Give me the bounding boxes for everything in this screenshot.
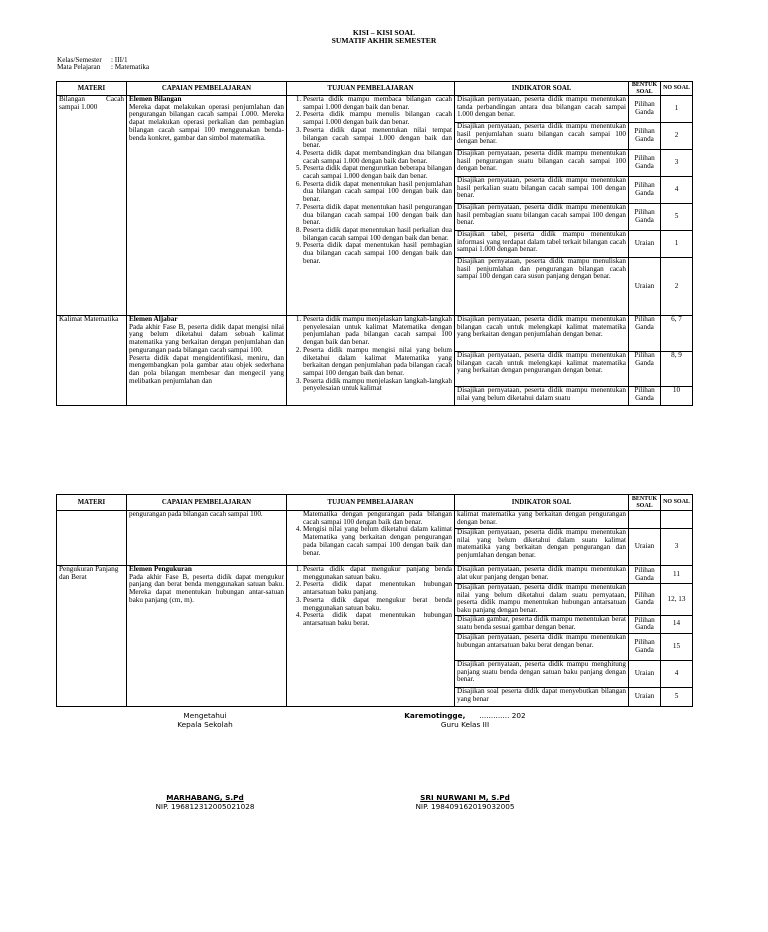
bentuk-cell: Uraian bbox=[629, 231, 661, 258]
no-cell: 14 bbox=[661, 615, 693, 633]
no-cell: 5 bbox=[661, 204, 693, 231]
col-header-materi: MATERI bbox=[57, 495, 127, 511]
materi-cell: Pengukuran Panjang dan Berat bbox=[57, 566, 127, 707]
indikator-cell: Disajikan pernyataan, peserta didik mampu menentukan nilai yang belum diketahui dalam suatu bbox=[455, 387, 629, 406]
indikator-cell: Disajikan gambar, peserta didik mampu menentukan berat suatu benda sesuai gambar dengan benar. bbox=[455, 615, 629, 633]
tp-item: 3. Peserta didik dapat menentukan nilai tempat bilangan cacah sampai 1.000 dengan baik dan benar. bbox=[303, 127, 452, 150]
capaian-cell: Elemen Aljabar Pada akhir Fase B, peserta didik dapat mengisi nilai yang belum diketahui dalam sebuah kalimat matematika yang berkaitan dengan penjumlahan dan pengurangan pada bilangan cacah sampai 100. Peserta didik dapat mengidentifikasi, meniru, dan mengembangkan pola gambar atau objek sederhana dan pola bilangan membesar dan mengecil yang melibatkan penjumlahan dan bbox=[127, 316, 287, 406]
no-cell: 10 bbox=[661, 387, 693, 406]
indikator-cell: Disajikan pernyataan, peserta didik mampu menentukan alat ukur panjang dengan benar. bbox=[455, 566, 629, 584]
bentuk-cell: Uraian bbox=[629, 258, 661, 316]
col-header-capaian: CAPAIAN PEMBELAJARAN bbox=[127, 82, 287, 96]
col-header-tujuan: TUJUAN PEMBELAJARAN bbox=[287, 82, 455, 96]
no-cell: 11 bbox=[661, 566, 693, 584]
bentuk-cell: Pilihan Ganda bbox=[629, 387, 661, 406]
indikator-cell: Disajikan pernyataan, peserta didik mampu menentukan nilai yang belum diketahui dalam suatu kalimat matematika yang berkaitan dengan pengurangan dan penjumlahan dengan benar. bbox=[455, 529, 629, 566]
kisi-table-page-1 bbox=[56, 81, 693, 406]
tujuan-cell bbox=[287, 566, 455, 707]
table-row bbox=[57, 316, 693, 352]
tp-item: 8. Peserta didik dapat menentukan hasil perkalian dua bilangan cacah sampai 100 dengan baik dan benar. bbox=[303, 227, 452, 242]
signature-right-name: SRI NURWANI M, S.Pd NIP. 198409162019032005 bbox=[415, 793, 515, 811]
no-cell: 6, 7 bbox=[661, 316, 693, 352]
tp-item: 9. Peserta didik dapat menentukan hasil pembagian dua bilangan cacah sampai 100 dengan baik dan benar. bbox=[303, 242, 452, 265]
indikator-cell: Disajikan pernyataan, peserta didik mampu menentukan hubungan antarsatuan baku berat dengan benar. bbox=[455, 633, 629, 660]
tp-item: 4. Peserta didik dapat menentukan hubungan antarsatuan baku berat. bbox=[303, 612, 452, 627]
tp-item: 7. Peserta didik dapat menentukan hasil pengurangan dua bilangan cacah sampai 100 dengan baik dan benar. bbox=[303, 204, 452, 227]
col-header-tujuan: TUJUAN PEMBELAJARAN bbox=[287, 495, 455, 511]
no-cell: 2 bbox=[661, 258, 693, 316]
capaian-cell: Elemen Bilangan Mereka dapat melakukan operasi penjumlahan dan pengurangan bilangan cacah sampai 1.000. Mereka dapat melakukan operasi perkalian dan pembagian bilangan cacah sampai 100 menggunakan benda-benda konkret, gambar dan simbol matematika. bbox=[127, 96, 287, 316]
tujuan-cell bbox=[287, 96, 455, 316]
kisi-table-page-2 bbox=[56, 494, 693, 707]
tujuan-cell: Matematika dengan pengurangan pada bilangan cacah sampai 100 dengan baik dan benar. 4. Mengisi nilai yang belum diketahui dalam kalimat Matematika yang berkaitan dengan pengurangan pada bilangan cacah sampai 100 dengan baik dan benar. bbox=[287, 511, 455, 566]
tp-item: 6. Peserta didik dapat menentukan hasil penjumlahan dua bilangan cacah sampai 100 dengan baik dan benar. bbox=[303, 181, 452, 204]
no-cell: 5 bbox=[661, 687, 693, 706]
signature-right-header: Karemotingge, ............. 202 Guru Kelas III bbox=[404, 711, 526, 729]
bentuk-cell: Uraian bbox=[629, 687, 661, 706]
bentuk-cell: Pilihan Ganda bbox=[629, 123, 661, 150]
no-cell: 4 bbox=[661, 660, 693, 687]
table-row bbox=[57, 96, 693, 123]
no-cell bbox=[661, 511, 693, 529]
meta-kelas: Kelas/Semester : III/1 bbox=[57, 56, 128, 64]
tp-item: 4. Peserta didik dapat membandingkan dua bilangan cacah sampai 1.000 dengan baik dan benar. bbox=[303, 150, 452, 165]
signature-left-header: Mengetahui Kepala Sekolah bbox=[177, 711, 233, 729]
indikator-cell: Disajikan pernyataan, peserta didik mampu menentukan nilai yang belum diketahui dalam suatu pernyataan, peserta didik mampu menentukan hubungan antarsatuan baku panjang dengan benar. bbox=[455, 584, 629, 616]
bentuk-cell: Pilihan Ganda bbox=[629, 352, 661, 387]
col-header-capaian: CAPAIAN PEMBELAJARAN bbox=[127, 495, 287, 511]
bentuk-cell: Pilihan Ganda bbox=[629, 150, 661, 177]
no-cell: 12, 13 bbox=[661, 584, 693, 616]
indikator-cell: Disajikan soal peserta didik dapat menyebutkan bilangan yang benar bbox=[455, 687, 629, 706]
no-cell: 15 bbox=[661, 633, 693, 660]
tp-item: 1. Peserta didik mampu menjelaskan langkah-langkah penyelesaian untuk kalimat Matematika dengan penjumlahan pada bilangan cacah sampai 100 dengan baik dan benar. bbox=[303, 316, 452, 347]
tp-item: 2. Peserta didik mampu menulis bilangan cacah sampai 1.000 dengan baik dan benar. bbox=[303, 111, 452, 126]
table-header-row bbox=[57, 82, 693, 96]
document-subtitle: SUMATIF AKHIR SEMESTER bbox=[331, 36, 437, 45]
no-cell: 1 bbox=[661, 96, 693, 123]
tp-item: 1. Peserta didik mampu membaca bilangan cacah sampai 1.000 dengan baik dan benar. bbox=[303, 96, 452, 111]
bentuk-cell: Pilihan Ganda bbox=[629, 316, 661, 352]
col-header-indikator: INDIKATOR SOAL bbox=[455, 495, 629, 511]
indikator-cell: Disajikan pernyataan, peserta didik mampu menentukan hasil penjumlahan suatu bilangan cacah sampai 100 dengan benar. bbox=[455, 123, 629, 150]
indikator-cell: Disajikan tabel, peserta didik mampu menentukan informasi yang terdapat dalam tabel terkait bilangan cacah sampai 1.000 dengan benar. bbox=[455, 231, 629, 258]
col-header-no: NO SOAL bbox=[661, 82, 693, 96]
bentuk-cell: Pilihan Ganda bbox=[629, 177, 661, 204]
no-cell: 4 bbox=[661, 177, 693, 204]
indikator-cell: kalimat matematika yang berkaitan dengan pengurangan dengan benar. bbox=[455, 511, 629, 529]
indikator-cell: Disajikan pernyataan, peserta didik mampu menentukan hasil perkalian suatu bilangan cacah sampai 100 dengan benar. bbox=[455, 177, 629, 204]
document-title: KISI – KISI SOAL bbox=[352, 28, 416, 37]
indikator-cell: Disajikan pernyataan, peserta didik mampu menentukan bilangan cacah untuk melengkapi kalimat matematika yang berkaitan dengan penjumlahan dengan benar. bbox=[455, 316, 629, 352]
tp-item: 2. Peserta didik mampu mengisi nilai yang belum diketahui dalam kalimat Matematika yang berkaitan dengan penjumlahan pada bilangan cacah sampai 100 dengan baik dan benar. bbox=[303, 347, 452, 378]
tujuan-cell bbox=[287, 316, 455, 406]
indikator-cell: Disajikan pernyataan, peserta didik mampu menentukan hasil pengurangan suatu bilangan cacah sampai 100 dengan benar. bbox=[455, 150, 629, 177]
materi-cell: Kalimat Matematika bbox=[57, 316, 127, 406]
indikator-cell: Disajikan pernyataan, peserta didik mampu menghitung panjang suatu benda dengan satuan baku panjang dengan benar. bbox=[455, 660, 629, 687]
signature-left-name: MARHABANG, S.Pd NIP. 196812312005021028 bbox=[155, 793, 255, 811]
bentuk-cell: Pilihan Ganda bbox=[629, 204, 661, 231]
capaian-cell: Elemen Pengukuran Pada akhir Fase B, peserta didik dapat mengukur panjang dan berat benda menggunakan satuan baku. Mereka dapat menentukan hubungan antar-satuan baku panjang (cm, m). bbox=[127, 566, 287, 707]
col-header-indikator: INDIKATOR SOAL bbox=[455, 82, 629, 96]
tp-item: 3. Peserta didik dapat mengukur berat benda menggunakan satuan baku. bbox=[303, 597, 452, 612]
no-cell: 8, 9 bbox=[661, 352, 693, 387]
bentuk-cell: Pilihan Ganda bbox=[629, 584, 661, 616]
no-cell: 3 bbox=[661, 150, 693, 177]
col-header-bentuk: BENTUK SOAL bbox=[629, 495, 661, 511]
indikator-cell: Disajikan pernyataan, peserta didik mampu menentukan bilangan cacah untuk melengkapi kalimat matematika yang berkaitan dengan pengurangan dengan benar. bbox=[455, 352, 629, 387]
table-row bbox=[57, 511, 693, 529]
tp-item: 4. Mengisi nilai yang belum diketahui dalam kalimat Matematika yang berkaitan dengan pengurangan pada bilangan cacah sampai 100 dengan baik dan benar. bbox=[303, 526, 452, 557]
tp-item: 5. Peserta didik dapat mengurutkan beberapa bilangan cacah sampai 1.000 dengan baik dan benar. bbox=[303, 165, 452, 180]
tp-item: 1. Peserta didik dapat mengukur panjang benda menggunakan satuan baku. bbox=[303, 566, 452, 581]
tp-item: 2. Peserta didik dapat menentukan hubungan antarsatuan baku panjang. bbox=[303, 581, 452, 596]
no-cell: 3 bbox=[661, 529, 693, 566]
table-row bbox=[57, 566, 693, 584]
bentuk-cell: Uraian bbox=[629, 529, 661, 566]
bentuk-cell: Pilihan Ganda bbox=[629, 615, 661, 633]
indikator-cell: Disajikan pernyataan, peserta didik mampu menentukan hasil pembagian suatu bilangan cacah sampai 100 dengan benar. bbox=[455, 204, 629, 231]
no-cell: 2 bbox=[661, 123, 693, 150]
materi-cell bbox=[57, 511, 127, 566]
meta-mapel: Mata Pelajaran : Matematika bbox=[57, 63, 150, 71]
col-header-materi: MATERI bbox=[57, 82, 127, 96]
capaian-cell: pengurangan pada bilangan cacah sampai 100. bbox=[127, 511, 287, 566]
bentuk-cell bbox=[629, 511, 661, 529]
col-header-no: NO SOAL bbox=[661, 495, 693, 511]
indikator-cell: Disajikan pernyataan, peserta didik mampu menuliskan hasil penjumlahan dan pengurangan bilangan cacah sampai 100 dengan cara susun panjang dengan benar. bbox=[455, 258, 629, 316]
bentuk-cell: Uraian bbox=[629, 660, 661, 687]
tp-item: 3. Peserta didik mampu menjelaskan langkah-langkah penyelesaian untuk kalimat bbox=[303, 378, 452, 393]
bentuk-cell: Pilihan Ganda bbox=[629, 633, 661, 660]
materi-cell: Bilangan Cacah sampai 1.000 bbox=[57, 96, 127, 316]
indikator-cell: Disajikan pernyataan, peserta didik mampu menentukan tanda perbandingan antara dua bilangan cacah sampai 1.000 dengan benar. bbox=[455, 96, 629, 123]
table-header-row bbox=[57, 495, 693, 511]
no-cell: 1 bbox=[661, 231, 693, 258]
bentuk-cell: Pilihan Ganda bbox=[629, 566, 661, 584]
bentuk-cell: Pilihan Ganda bbox=[629, 96, 661, 123]
col-header-bentuk: BENTUK SOAL bbox=[629, 82, 661, 96]
